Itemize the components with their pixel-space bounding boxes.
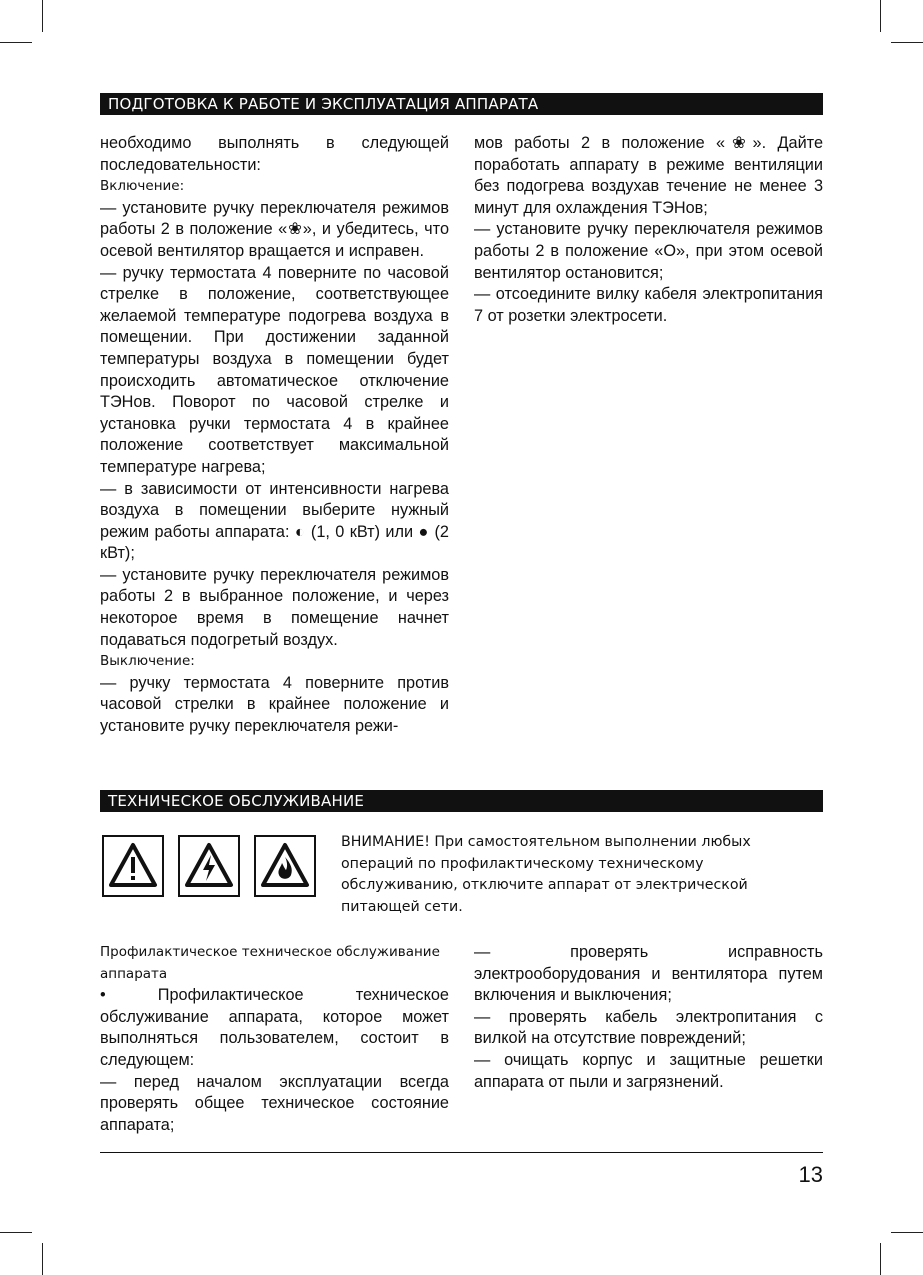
fire-hazard-icon bbox=[254, 835, 316, 897]
crop-mark bbox=[880, 1243, 881, 1275]
paragraph: необходимо выполнять в следующей последовательности: bbox=[100, 134, 449, 174]
section-heading-maintenance: ТЕХНИЧЕСКОЕ ОБСЛУЖИВАНИЕ bbox=[100, 790, 823, 812]
footer-rule bbox=[100, 1152, 823, 1153]
paragraph: — установите ручку переключателя режимов работы 2 в положение «О», при этом осевой вентилятор остановится; bbox=[474, 220, 823, 282]
paragraph: — установите ручку переключателя режимов работы 2 в положение «❀», и убедитесь, что осевой вентилятор вращается и исправен. bbox=[100, 198, 449, 260]
paragraph: мов работы 2 в положение «❀». Дайте поработать аппарату в режиме вентиляции без подогрева воздухав течение не менее 3 минут для охлаждения ТЭНов; bbox=[474, 134, 823, 217]
paragraph: — проверять исправность электрооборудования и вентилятора путем включения и выключения; bbox=[474, 943, 823, 1005]
subheading: Выключение: bbox=[100, 653, 195, 670]
subheading: Включение: bbox=[100, 178, 185, 195]
section1-left-column bbox=[100, 133, 449, 738]
paragraph: — ручку термостата 4 поверните по часовой стрелке в положение, соответствующее желаемой температуре подогрева воздуха в помещении. При достижении заданной температуры воздуха в помещении будет происходить автоматическое отключение ТЭНов. Поворот по часовой стрелке и установка ручки термостата 4 в крайнее положение соответствует максимальной температуре нагрева; bbox=[100, 263, 449, 476]
maintenance-warning-text: ВНИМАНИЕ! При самостоятельном выполнении любых операций по профилактическому техническому обслуживанию, отключите аппарат от электрической питающей сети. bbox=[341, 834, 751, 915]
subheading: Профилактическое техническое обслуживание аппарата bbox=[100, 944, 440, 982]
section-heading-operation: ПОДГОТОВКА К РАБОТЕ И ЭКСПЛУАТАЦИЯ АППАРАТА bbox=[100, 93, 823, 115]
crop-mark bbox=[891, 42, 923, 43]
paragraph: — ручку термостата 4 поверните против часовой стрелки в крайнее положение и установите ручку переключателя режи- bbox=[100, 673, 449, 736]
paragraph: — проверять кабель электропитания с вилкой на отсутствие повреждений; bbox=[474, 1007, 823, 1048]
section1-right-column bbox=[474, 133, 823, 327]
paragraph: • Профилактическое техническое обслуживание аппарата, которое может выполняться пользователем, состоит в следующем: bbox=[100, 986, 449, 1069]
paragraph: — отсоедините вилку кабеля электропитания 7 от розетки электросети. bbox=[474, 285, 823, 325]
crop-mark bbox=[42, 1243, 43, 1275]
paragraph: — в зависимости от интенсивности нагрева воздуха в помещении выберите нужный режим работы аппарата: ◐ (1, 0 кВт) или ● (2 кВт); bbox=[100, 479, 449, 563]
crop-mark bbox=[0, 1232, 32, 1233]
page-number: 13 bbox=[798, 1162, 823, 1187]
paragraph: — очищать корпус и защитные решетки аппарата от пыли и загрязнений. bbox=[474, 1050, 823, 1091]
crop-mark bbox=[891, 1232, 923, 1233]
section2-right-column bbox=[474, 942, 823, 1093]
paragraph: — перед началом эксплуатации всегда проверять общее техническое состояние аппарата; bbox=[100, 1072, 449, 1134]
electric-hazard-icon bbox=[178, 835, 240, 897]
crop-mark bbox=[880, 0, 881, 32]
section2-left-column bbox=[100, 942, 449, 1136]
crop-mark bbox=[0, 42, 32, 43]
general-warning-icon bbox=[102, 835, 164, 897]
paragraph: — установите ручку переключателя режимов работы 2 в выбранное положение, и через некоторое время в помещение начнет подаваться подогретый воздух. bbox=[100, 565, 449, 649]
crop-mark bbox=[42, 0, 43, 32]
